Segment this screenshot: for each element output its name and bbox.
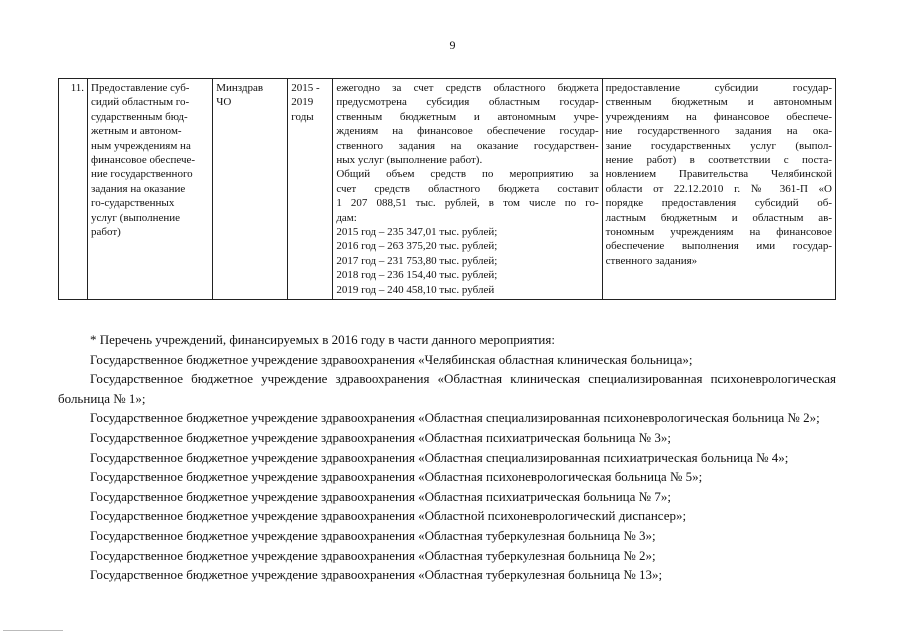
basis-line: зание государственных услуг (выпол-: [605, 139, 832, 152]
funding-line: ждениям на финансовое обеспечение государ-: [336, 125, 599, 138]
period-line: 2019: [291, 96, 314, 109]
measures-table: [58, 78, 836, 300]
list-item: Государственное бюджетное учреждение здравоохранения «Областная туберкулезная больница № 3»;: [90, 527, 656, 543]
funding-line: счет средств областного бюджета составит: [336, 182, 599, 195]
page-number: 9: [449, 38, 456, 52]
funding-source-cell: [333, 79, 602, 300]
funding-line: предусмотрена субсидия областным государ-: [336, 96, 599, 109]
period-line: годы: [291, 110, 314, 123]
measure-name-line: финансовое обеспече-: [91, 154, 196, 167]
executor-line: ЧО: [216, 96, 232, 109]
funding-year-line: 2017 год – 231 753,80 тыс. рублей;: [336, 254, 498, 267]
funding-line: 1 207 088,51 тыс. рублей, в том числе по го-: [336, 197, 599, 210]
measure-name-line: работ): [91, 226, 121, 239]
measure-name-line: ние государственного: [91, 168, 193, 181]
list-item: Государственное бюджетное учреждение здравоохранения «Областная специализированная психоневрологическая больница № 2»;: [90, 410, 820, 426]
measure-name-line: сидий областным го-: [91, 96, 190, 109]
list-item: Государственное бюджетное учреждение здравоохранения «Областная туберкулезная больница № 13»;: [90, 567, 663, 583]
basis-line: обеспечение выполнения ими государ-: [605, 240, 832, 253]
funding-year-line: 2015 год – 235 347,01 тыс. рублей;: [336, 226, 498, 239]
funding-line: ных услуг (выполнение работ).: [336, 154, 483, 167]
list-item: Государственное бюджетное учреждение здравоохранения «Областная психиатрическая больница № 3»;: [90, 429, 671, 445]
basis-line: нение работ) в соответствии с поста-: [605, 154, 832, 167]
basis-line: новлением Правительства Челябинской: [605, 168, 832, 181]
list-item: Государственное бюджетное учреждение здравоохранения «Областная специализированная психиатрическая больница № 4»;: [90, 449, 789, 465]
period-line: 2015 -: [291, 82, 320, 94]
funding-year-line: 2019 год – 240 458,10 тыс. рублей: [336, 283, 495, 296]
period-cell: [288, 79, 333, 300]
measure-name-line: го-сударственных: [91, 197, 175, 210]
list-intro: * Перечень учреждений, финансируемых в 2016 году в части данного мероприятия:: [90, 332, 555, 347]
funding-line: ежегодно за счет средств областного бюджета: [336, 82, 599, 94]
funding-line: ственного задания на оказание государствен-: [336, 139, 599, 152]
basis-line: области от 22.12.2010 г. № 361-П «О: [605, 182, 832, 195]
funding-year-line: 2018 год – 236 154,40 тыс. рублей;: [336, 269, 498, 282]
executor-line: Минздрав: [216, 82, 264, 94]
row-number: 11.: [59, 79, 88, 300]
basis-line: ственным бюджетным и автономным: [605, 96, 832, 109]
basis-line: ние государственного задания на ока-: [605, 125, 832, 138]
list-item: Государственное бюджетное учреждение здравоохранения «Областная туберкулезная больница № 2»;: [90, 547, 656, 563]
measure-name-line: услуг (выполнение: [91, 211, 181, 224]
table-row: [59, 79, 836, 300]
measure-name-line: сударственным бюд-: [91, 110, 188, 123]
funding-line: ственным бюджетным и автономным учре-: [336, 110, 599, 123]
measure-name-line: задания на оказание: [91, 182, 186, 195]
measure-name-cell: [88, 79, 213, 300]
list-item: Государственное бюджетное учреждение здравоохранения «Областная клиническая специализированная психоневрологическая больница № 1»;: [58, 371, 836, 406]
list-item: Государственное бюджетное учреждение здравоохранения «Областной психоневрологический диспансер»;: [90, 508, 687, 524]
funding-line: дам:: [336, 211, 357, 224]
scan-edge-mark: [3, 630, 63, 631]
legal-basis-cell: [602, 79, 835, 300]
institutions-list: [58, 330, 836, 585]
measure-name-line: ным учреждениям на: [91, 139, 191, 152]
measure-name-line: жетным и автоном-: [91, 125, 182, 138]
measure-name-line: Предоставление суб-: [91, 82, 190, 94]
list-item: Государственное бюджетное учреждение здравоохранения «Областная психоневрологическая больница № 5»;: [90, 469, 703, 485]
basis-line: ственного задания»: [605, 254, 698, 267]
basis-line: учреждениям на финансовое обеспече-: [605, 110, 832, 123]
basis-line: предоставление субсидии государ-: [605, 82, 832, 94]
list-item: Государственное бюджетное учреждение здравоохранения «Челябинская областная клиническая больница»;: [90, 351, 693, 367]
basis-line: порядке предоставления субсидий об-: [605, 197, 832, 210]
basis-line: тономным учреждениям на финансовое: [605, 226, 832, 239]
list-item: Государственное бюджетное учреждение здравоохранения «Областная психиатрическая больница № 7»;: [90, 488, 671, 504]
executor-cell: [213, 79, 288, 300]
funding-year-line: 2016 год – 263 375,20 тыс. рублей;: [336, 240, 498, 253]
funding-line: Общий объем средств по мероприятию за: [336, 168, 599, 181]
basis-line: ластным бюджетным и областным ав-: [605, 211, 832, 224]
